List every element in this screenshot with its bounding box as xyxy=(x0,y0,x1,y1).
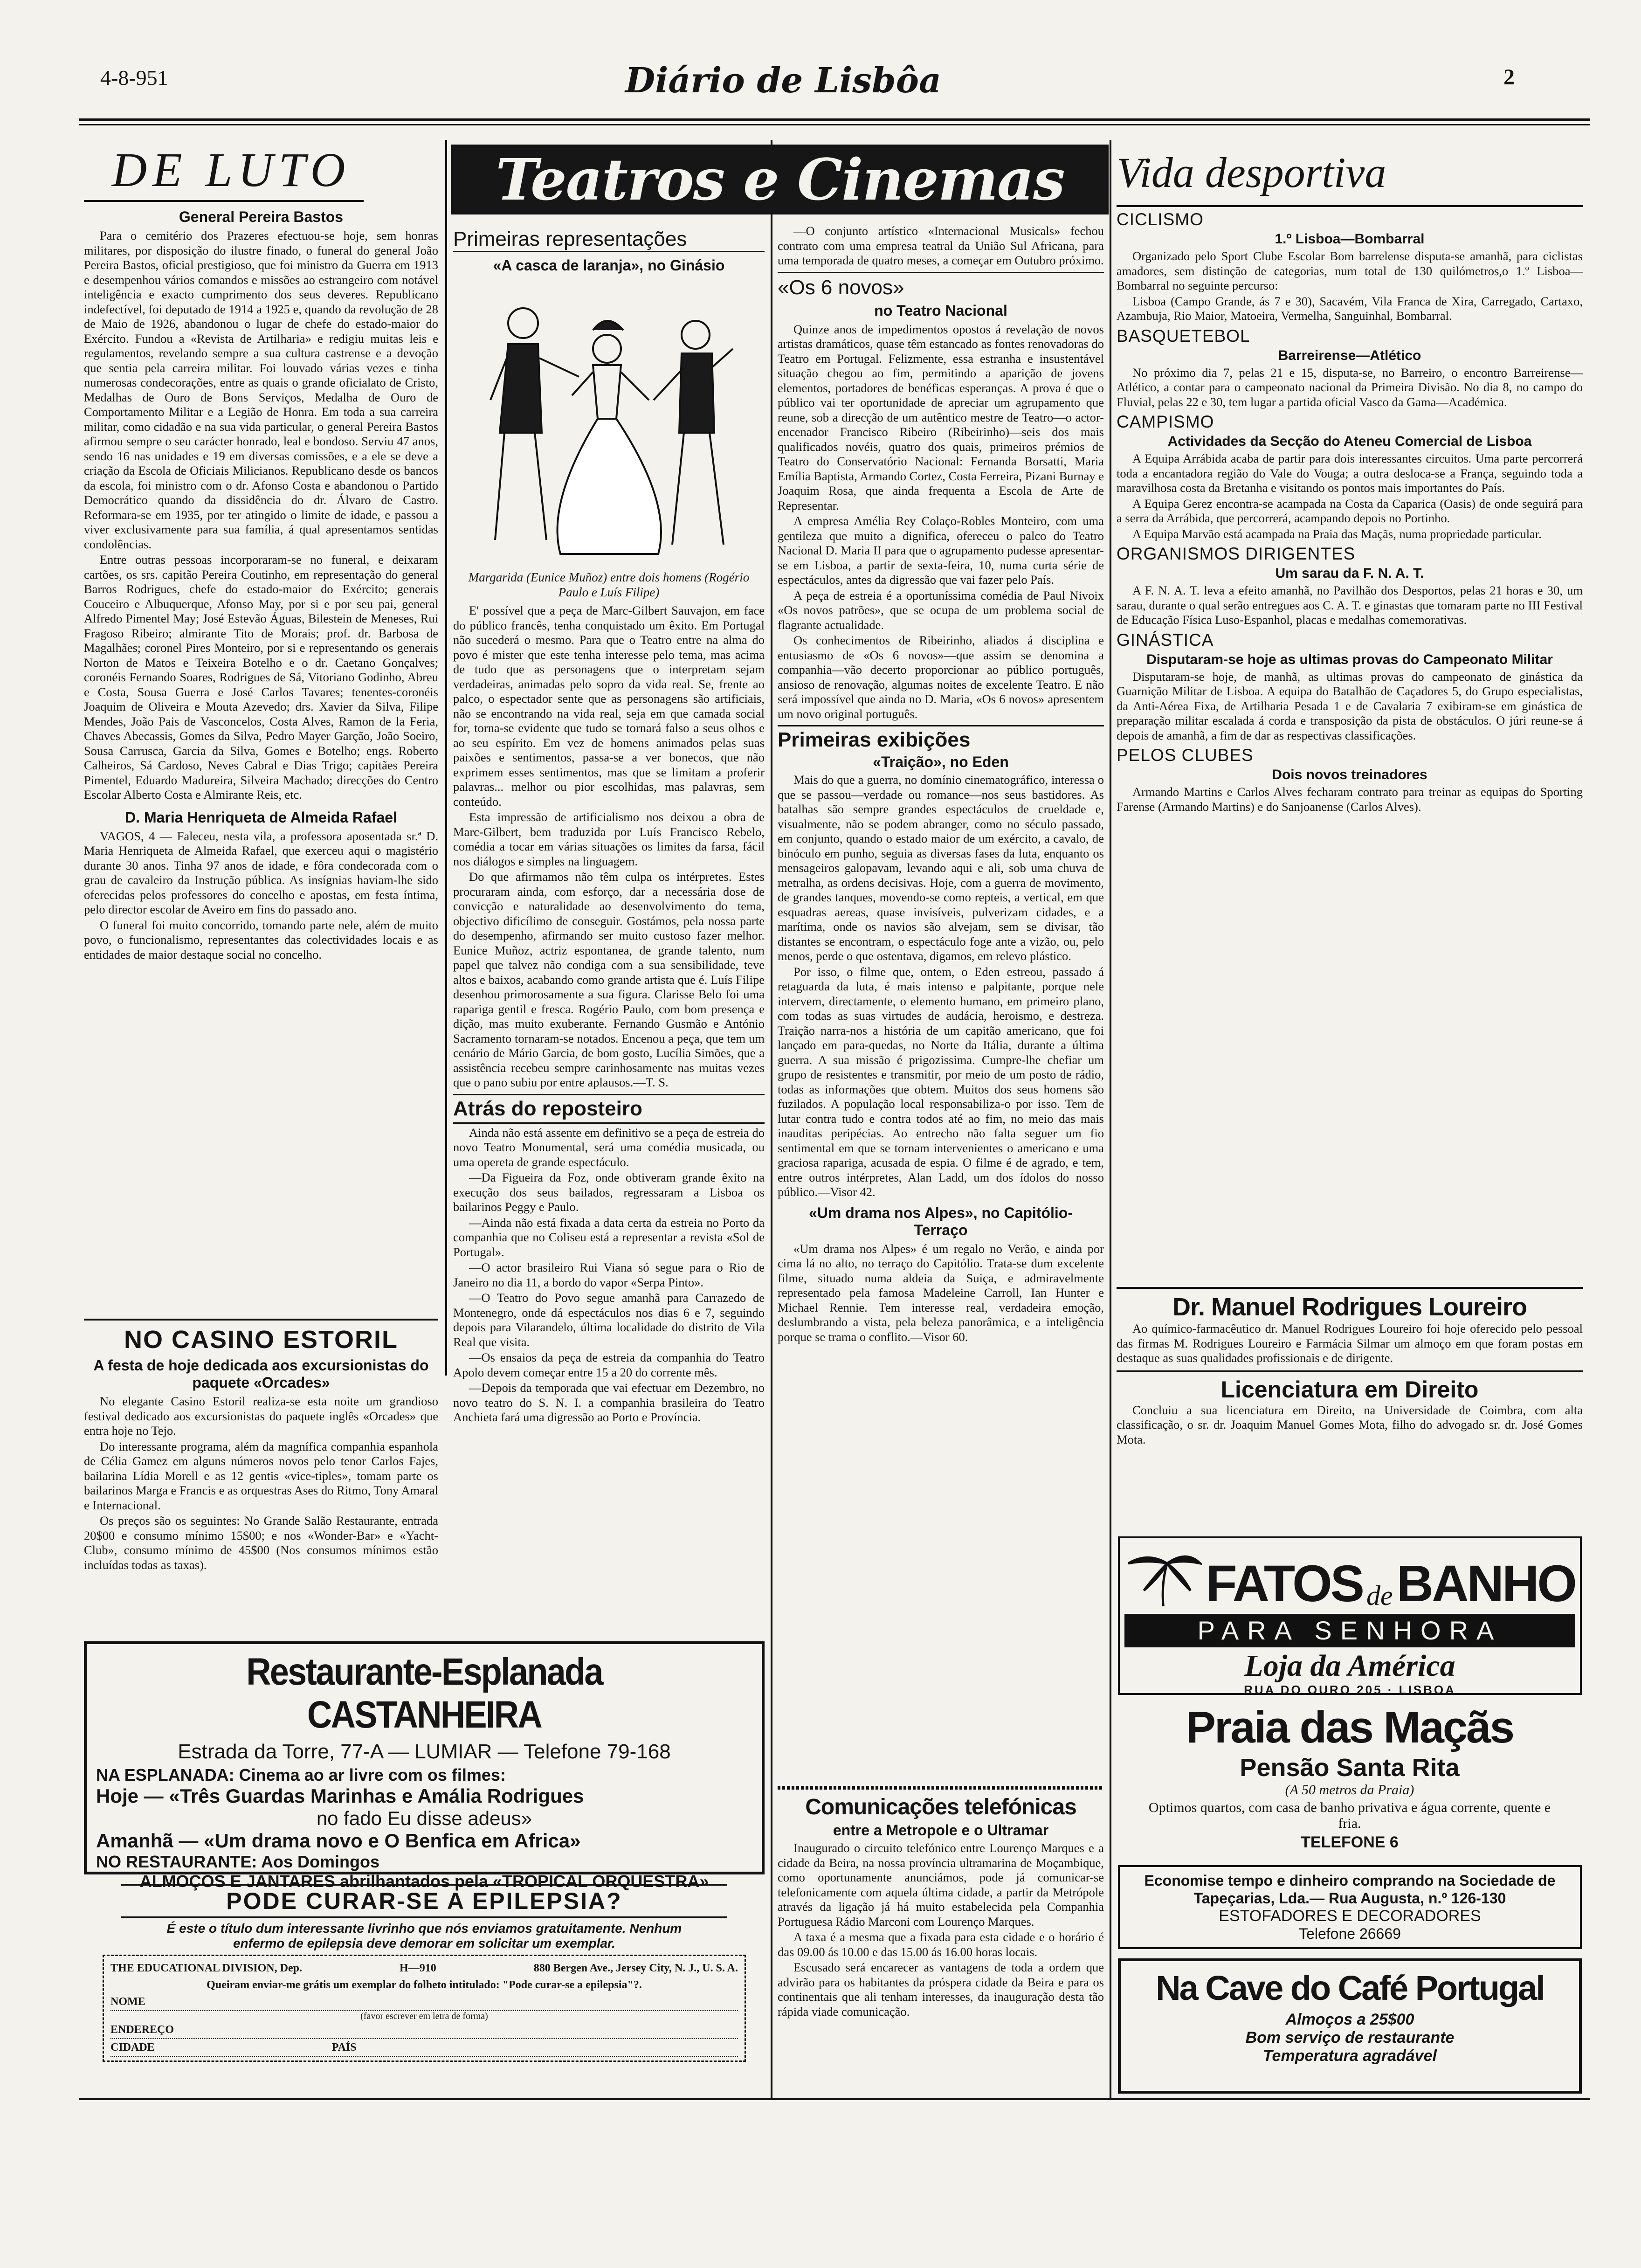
fatos-de: de xyxy=(1366,1580,1393,1611)
epilepsia-request: Queiram enviar-me grátis um exemplar do folheto intitulado: "Pode curar-se a epilepsia"?. xyxy=(207,1979,642,1991)
cave-line1: Almoços a 25$00 xyxy=(1285,2011,1414,2028)
fatos-row xyxy=(1124,1542,1575,1612)
bastidores-p5: —O Teatro do Povo segue amanhã para Carrazedo de Montenegro, onde dá espectáculos nos dias 6 e 7, seguindo depois para Vilarandelo, última localidade do distrito de Vila Real que visita. xyxy=(453,1291,765,1349)
ginastica-title: GINÁSTICA xyxy=(1117,630,1214,650)
casino-rule xyxy=(84,1319,438,1321)
ginastica-p1: Disputaram-se hoje, de manhã, as ultimas provas do campeonato de ginástica da Guarnição Militar de Lisboa. A equipa do Batalhão de Caçadores 5, do Grupo especialistas, da Anti-Aérea Fixa, de Artilharia Pesada 1 e de Cavalaria 7 exibiram-se em ginástica de preparação militar escalada á corda e transposição da pista de obstáculos. O júri reune-se á depois de amanhã, a fim de dar as respectivas classificações. xyxy=(1117,669,1583,742)
licenciatura-rule xyxy=(1117,1370,1583,1372)
alpes-title: «Um drama nos Alpes», no Capitólio-Terraço xyxy=(808,1204,1073,1238)
traicao-body xyxy=(778,773,1104,1200)
basquetebol-subtitle: Barreirense—Atlético xyxy=(1278,347,1421,363)
luto-item2-title: D. Maria Henriqueta de Almeida Rafael xyxy=(125,809,397,826)
luto-item1-p2: Entre outras pessoas incorporaram-se no funeral, e deixaram cartões, os srs. capitão Pereira Coutinho, em representação do general Barros Rodrigues, chefe do estado-maior do Exército; generais Couceiro e Albuquerque, Afonso May, por si e por seu pai, general Alfredo Pimentel May; José Estevão Águas, Bilestein de Meneses, Rui Fragoso Ribeiro; almirante Tito de Morais; prof. dr. Barbosa de Magalhães; coronel Pires Monteiro, por si e representando os generais Norton de Matos e Teixeira Botelho e o dr. Caetano Gonçalves; coronéis Fernando Soares, Rodrigues de Sá, Vitoriano Godinho, Abreu e Costa, Sousa Guerra e José Carlos Tavares; tenentes-coronéis Joaquim de Oliveira e Mouta Azevedo; drs. Xavier da Silva, Filipe Mendes, João Pais de Vasconcelos, Costa Alves, Ramon de la Feria, Chaves Abecassis, Gomes da Silva, Pedro Mayer Garção, João Soeiro, Sousa Carrusca, Garcia da Silva, Gomes e Botelho; engs. Roberto Calheiros, Sá Cardoso, Neves Cabral e Dias Trigo; capitães Pereira Pimentel, Eduardo Madureira, Silveira Machado; direcções do Centro Escolar Alberto Costa e Almirante Reis, etc. xyxy=(84,553,438,802)
clubes-subtitle: Dois novos treinadores xyxy=(1272,767,1427,782)
bastidores-p3: —Ainda não está fixada a data certa da estreia no Porto da companhia que no Coliseu está a representar a revista «Sol de Portugal». xyxy=(453,1215,765,1259)
divider-2 xyxy=(771,140,772,2098)
traicao-p2: Por isso, o filme que, ontem, o Eden estreou, passado á retaguarda da luta, é mais intenso e palpitante, porque nele intervem, directamente, o elemento humano, em primeiro plano, com todas as suas virtudes de audácia, heroismo, e destreza. Traição narra-nos a história de um capitão americano, que foi lançado em para-quedas, no Norte da Itália, durante a última guerra. A sua missão é prigozissima. Cumpre-lhe chefiar um grupo de resistentes e transmitir, por meio de um posto de rádio, todas as informações que obtem. Muitos dos seus homens são fuzilados. A população local responsabiliza-o por isso. Tem de lutar contra tudo e contra todos até ao fim, no meio das mais inauditas peripécias. Ao entrecho não falta seguer um fio sentimental em que se tornam intervenientes o americano e uma graciosa rapariga, acusada de espia. O filme é de agrado, e tem, entre outros intérpretes, Alan Ladd, um dos ídolos do nosso público.—Visor 42. xyxy=(778,964,1104,1199)
alpes-body xyxy=(778,1242,1104,1345)
palm-tree-icon xyxy=(1124,1542,1202,1612)
basquetebol-p1: No próximo dia 7, pelas 21 e 15, disputa-se, no Barreiro, o encontro Barreirense—Atlético, a contar para o campeonato nacional da Primeira Divisão. No dia 8, no campo do Fluvial, pelas 22 e 30, tem lugar a partida oficial Vasco da Gama—Académica. xyxy=(1117,365,1583,409)
castanheira-line6: ALMOÇOS E JANTARES abrilhantados pela «TROPICAL ORQUESTRA» xyxy=(139,1872,709,1891)
epilepsia-endereco: ENDEREÇO xyxy=(110,2024,174,2036)
basquetebol-body xyxy=(1117,366,1583,410)
exibicoes-subtitle: «Traição», no Eden xyxy=(873,754,1009,770)
clubes-p1: Armando Martins e Carlos Alves fecharam contrato para treinar as equipas do Sporting Farense (Armando Martins) e do Sanjoanense (Carlos Alves). xyxy=(1117,785,1583,814)
comunicacoes-subtitle: entre a Metropole e o Ultramar xyxy=(833,1822,1049,1839)
ciclismo-p2: Lisboa (Campo Grande, ás 7 e 30), Sacavém, Vila Franca de Xira, Carregado, Cartaxo, Azambuja, Rio Maior, Matoeira, Vermelha, Sanguinhal, Bombarral. xyxy=(1117,294,1583,323)
epilepsia-company: THE EDUCATIONAL DIVISION, Dep. xyxy=(110,1962,302,1974)
novos-body xyxy=(778,322,1104,722)
castanheira-ad xyxy=(84,1641,765,1891)
licenciatura-title: Licenciatura em Direito xyxy=(1220,1376,1479,1403)
licenciatura-p1: Concluiu a sua licenciatura em Direito, na Universidade de Coimbra, com alta classificação, o sr. dr. Joaquim Manuel Gomes Mota, filho do advogado sr. dr. José Gomes Mota. xyxy=(1117,1403,1583,1446)
fatos-para: PARA SENHORA xyxy=(1124,1614,1575,1647)
comunicacoes-p2: A taxa é a mesma que a fixada para esta cidade e o horário é das 09.00 ás 10.00 e das 15.00 ás 16.00 horas locais. xyxy=(778,1930,1104,1959)
ciclismo-title: CICLISMO xyxy=(1117,210,1204,229)
masthead xyxy=(0,0,1641,135)
masthead-rule-2 xyxy=(79,124,1590,125)
review-p1: E' possível que a peça de Marc-Gilbert Sauvajon, em face do público francês, tenha conquistado um êxito. Em Portugal não sucederá o mesmo. Para que o Teatro entre na alma do povo é mister que este tenha interesse pelo tema, mas acima de tudo que as personagens que o interpretam sejam verdadeiras, animadas pelo sopro da vida real. Se, frente ao palco, o espectador sente que as personagens são artificiais, não se encontrando na vida real, seja em que camada social for, torna-se evidente que tudo se tornará falso a seus olhos e ao seu espírito. Em vez de homens animados pelas suas paixões e sentimentos, passa-se a ver bonecos, que não exprimem esses sentimentos, mas que se limitam a proferir palavras... melhor ou pior escolhidas, mas palavras, sem conteúdo. xyxy=(453,603,765,809)
masthead-rule xyxy=(79,118,1590,121)
bastidores-p2: —Da Figueira da Foz, onde obtiveram grande êxito na execução dos seus bailados, regressaram a Lisboa os bailarinos Peggy e Paulo. xyxy=(453,1170,765,1214)
epilepsia-coupon[interactable] xyxy=(103,1955,746,2062)
campismo-subtitle: Actividades da Secção do Ateneu Comercial de Lisboa xyxy=(1167,434,1532,449)
castanheira-line3: no fado Eu disse adeus» xyxy=(316,1807,532,1829)
casino-title: NO CASINO ESTORIL xyxy=(124,1326,399,1354)
novos-title: «Os 6 novos» xyxy=(778,272,1104,299)
organismos-subtitle: Um sarau da F. N. A. T. xyxy=(1275,566,1424,581)
luto-item1-body xyxy=(84,228,438,802)
masthead-title: Diário de Lisbôa xyxy=(625,61,941,101)
novos-p3: A peça de estreia é a oportuníssima comédia de Paul Nivoix «Os novos patrões», que se ocupa de um problema social de flagrante actualidade. xyxy=(778,588,1104,632)
epilepsia-cidade: CIDADE xyxy=(110,2041,155,2054)
luto-item1-title: General Pereira Bastos xyxy=(179,208,344,225)
ciclismo-p1: Organizado pelo Sport Clube Escolar Bom barrelense disputa-se amanhã, para ciclistas amadores, sem distinção de categorias, num total de 130 quilómetros,o 1.º Lisboa—Bombarral no seguinte percurso: xyxy=(1117,249,1583,292)
review-body xyxy=(453,603,765,1090)
novos-p2: A empresa Amélia Rey Colaço-Robles Monteiro, com uma gentileza que muito a dignifica, ofereceu o palco do Teatro Nacional D. Maria II para que o agrupamento pudesse apresentar-se em Lisboa, a partir de sexta-feira, 10, numa curta série de espectáculos, antes da digressão que vai fazer pelo País. xyxy=(778,514,1104,587)
novos-p4: Os conhecimentos de Ribeirinho, aliados á disciplina e entusiasmo de «Os 6 novos»—que assim se denomina a companhia—vão decerto proporcionar ao público português, ansioso de renovação, algumas noites de excelente Teatro. E não será impossível que ainda no D. Maria, «Os 6 novos» apresentem um novo original português. xyxy=(778,633,1104,721)
theatre-drawing xyxy=(453,279,765,568)
casino-article xyxy=(84,1319,438,1573)
cave-line2: Bom serviço de restaurante xyxy=(1245,2029,1455,2047)
col3-top-p: —O conjunto artístico «Internacional Musicals» fechou contrato com uma empresa teatral da União Sul Africana, para uma temporada de quatro meses, a começar em Outubro próximo. xyxy=(778,224,1104,267)
epilepsia-address: 880 Bergen Ave., Jersey City, N. J., U. S. A. xyxy=(533,1962,738,1974)
traicao-p1: Mais do que a guerra, no domínio cinematográfico, interessa o que se passou—verdade ou romance—nos seus bastidores. As batalhas são sempre grandes espectáculos de crueldade e, visualmente, não se podem abranger, como no século passado, em conjunto, quando o estado maior de um exército, a cavalo, de binóculo em punho, seguia as diversas fases da luta, enquanto os mensageiros galopavam, levando aqui e ali, sob uma chuva de metralha, as ordens decisivas. Hoje, com a guerra de movimento, de grandes tanques, movendo-se como repteis, a vertical, em que esquadras aereas, quase invisíveis, pulverizam cidades, e a marítima, onde os navios são alvejam, sem se divisar, tão distantes se encontram, o espectáculo foge ante a vizão, ou, pelo menos, perde o que ostentava, digamos, em relevo plástico. xyxy=(778,773,1104,963)
casino-subtitle: A festa de hoje dedicada aos excursionistas do paquete «Orcades» xyxy=(93,1357,429,1391)
ginastica-body xyxy=(1117,670,1583,743)
fatos-title2: BANHO xyxy=(1396,1555,1575,1612)
luto-item2-body xyxy=(84,829,438,962)
luto-item1-p1: Para o cemitério dos Prazeres efectuou-se hoje, sem honras militares, por disposição do ilustre finado, o funeral do general João Pereira Bastos, oficial prestigioso, que foi ministro da Guerra em 1913 e desempenhou vários comandos e missões ao estrangeiro com notável inteligência e exacto cumprimento dos seus deveres. Republicano indefectível, foi deputado de 1914 a 1925 e, quando da revolução de 28 de Maio de 1926, abandonou o lugar de chefe do estado-maior do Exército. Fundou a «Revista de Artilharia» e redigiu muitas leis e regulamentos, revelando sempre a sua cultura castrense e a devoção que sentia pela carreira militar. Foi louvado várias vezes e tinha numerosas condecorações, entre as quais o grande oficialato de Cristo, Medalhas de Ouro de Bons Serviços, Medalha de Ouro de Comportamento Militar e a Legião de Honra. Em toda a sua carreira militar, como cidadão e na sua vida particular, o general Pereira Bastos afirmou sempre o seu carácter honrado, leal e bondoso. Serviu 47 anos, sendo 16 nas unidades e 19 em diversas comissões, e a ele se deve a criação da Escola de Oficiais Milicianos. Republicano desde os bancos da escola, foi ministro com o dr. Afonso Costa e abandonou o Partido Democrático quando da dissidência do dr. Álvaro de Castro. Reformara-se em 1935, por ter atingido o limite de idade, e passou a viver exclusivamente para sua família, á qual apresentamos sentidas condolências. xyxy=(84,228,438,551)
luto-item2-p1: VAGOS, 4 — Faleceu, nesta vila, a professora aposentada sr.ª D. Maria Henriqueta de Almeida Rafael, que exerceu aqui o magistério durante 30 anos. Tinha 97 anos de idade, e fôra condecorada com o grau de cavaleiro da Instrução pública. As insígnias haviam-lhe sido oferecidas pelos professores do concelho e apostas, em festa íntima, pelo director escolar de Aveiro em fins do passado ano. xyxy=(84,829,438,916)
campismo-p2: A Equipa Gerez encontra-se acampada na Costa da Caparica (Oasis) de onde seguirá para a serra da Arrábida, que percorrerá, acampando depois no Portinho. xyxy=(1117,496,1583,525)
comunicacoes-rule xyxy=(778,1786,1104,1790)
epilepsia-pais: PAÍS xyxy=(331,2041,357,2054)
fatos-ad xyxy=(1118,1536,1582,1695)
illustration-caption: Margarida (Eunice Muñoz) entre dois homens (Rogério Paulo e Luís Filipe) xyxy=(468,570,750,599)
casino-p1: No elegante Casino Estoril realiza-se esta noite um grandioso festival dedicado aos excursionistas do paquete inglês «Orcades» que entra hoje no Tejo. xyxy=(84,1394,438,1438)
fatos-loja: Loja da América xyxy=(1244,1649,1455,1683)
tapecarias-ad xyxy=(1118,1865,1582,1949)
col3-top-body xyxy=(778,224,1104,268)
page-number: 2 xyxy=(1503,65,1515,90)
praia-telefone: TELEFONE 6 xyxy=(1301,1833,1399,1851)
casino-body xyxy=(84,1394,438,1572)
comunicacoes-p1: Inaugurado o circuito telefónico entre Lourenço Marques e a cidade da Beira, na nossa província ultramarina de Moçambique, como oportunamente anunciámos, pode já comunicar-se telefonicamente com aquela última cidade, a partir da Metrópole através da ligação já há muito estabelecida pela Companhia Portuguesa Rádio Marconi com Lourenço Marques. xyxy=(778,1841,1104,1929)
ciclismo-body xyxy=(1117,249,1583,324)
praia-ad xyxy=(1117,1702,1583,1852)
sport-heading: Vida desportiva xyxy=(1117,140,1583,207)
teatros-col2 xyxy=(453,224,765,1426)
cave-ad xyxy=(1118,1958,1582,2094)
loureiro-body xyxy=(1117,1321,1583,1366)
epilepsia-cidade-row[interactable] xyxy=(110,2039,738,2057)
praia-text: Optimos quartos, com casa de banho privativa e água corrente, quente e fria. xyxy=(1148,1800,1551,1831)
epilepsia-endereco-row[interactable] xyxy=(110,2021,738,2039)
bastidores-p4: —O actor brasileiro Rui Viana só segue para o Rio de Janeiro no dia 11, a bordo do vapor «Serpa Pinto». xyxy=(453,1260,765,1289)
review-p2: Esta impressão de artificialismo nos deixou a obra de Marc-Gilbert, bem traduzida por Luís Francisco Rebelo, comédia a tocar em várias situações os limites da farsa, fácil nos diálogos e simples na linguagem. xyxy=(453,810,765,868)
luto-column xyxy=(84,142,438,963)
loureiro-rule xyxy=(1117,1287,1583,1289)
ginastica-subtitle: Disputaram-se hoje as ultimas provas do Campeonato Militar xyxy=(1146,651,1553,667)
bastidores-p6: —Os ensaios da peça de estreia da companhia do Teatro Apolo devem começar entre 15 a 20 do corrente mês. xyxy=(453,1350,765,1379)
castanheira-address: Estrada da Torre, 77-A — LUMIAR — Telefone 79-168 xyxy=(178,1740,671,1763)
teatros-sec1-sub: «A casca de laranja», no Ginásio xyxy=(493,257,725,274)
casino-p3: Os preços são os seguintes: No Grande Salão Restaurante, entrada 20$00 e consumo mínimo 15$00; e nos «Wonder-Bar» e «Yacht-Club», consumo mínimo de 45$00 (Nos consumos mínimos estão incluídas todas as taxas). xyxy=(84,1514,438,1572)
epilepsia-nome: NOME xyxy=(110,1996,145,2008)
novos-subtitle: no Teatro Nacional xyxy=(874,302,1007,319)
teatros-sec1-title: Primeiras representações xyxy=(453,228,765,252)
castanheira-title: Restaurante-Esplanada CASTANHEIRA xyxy=(246,1651,602,1736)
comunicacoes-title: Comunicações telefónicas xyxy=(805,1795,1076,1819)
castanheira-line1: NA ESPLANADA: Cinema ao ar livre com os filmes: xyxy=(96,1765,506,1784)
comunicacoes-article xyxy=(778,1786,1104,2020)
teatros-sec2-title: Atrás do reposteiro xyxy=(453,1094,765,1124)
loureiro-article xyxy=(1117,1287,1583,1448)
epilepsia-text: É este o título dum interessante livrinho que nós enviamos gratuitamente. Nenhum enfermo de epilepsia deve demorar em solicitar um exemplar. xyxy=(166,1921,682,1950)
theatre-illustration xyxy=(453,279,765,568)
basquetebol-title: BASQUETEBOL xyxy=(1117,326,1250,346)
bastidores-body xyxy=(453,1126,765,1425)
teatros-banner xyxy=(451,145,1109,214)
castanheira-line5: NO RESTAURANTE: Aos Domingos xyxy=(96,1852,379,1871)
castanheira-line2: Hoje — «Três Guardas Marinhas e Amália Rodrigues xyxy=(96,1785,584,1807)
review-p3: Do que afirmamos não têm culpa os intérpretes. Estes procuraram ainda, com esforço, dar a necessária dose de convicção e naturalidade ao desenvolvimento do tema, objectivo dificílimo de conseguir. Gostámos, pela nossa parte do desempenho, afirmando ser muito custoso fazer melhor. Eunice Muñoz, actriz espontanea, de grande talento, num papel que talvez não condiga com a sua sensibilidade, teve altos e baixos, acabando como grande artista que é. Luís Filipe desenhou primorosamente a sua figura. Clarisse Belo foi uma rapariga gentil e fresca. Rogério Paulo, com bom presença e dição, mas muito exuberante. Fernando Gusmão e António Sacramento tornaram-se notados. Encenou a peça, que tem um cenário de Mário Garcia, de bom gosto, Lucília Simões, que a assistência recebeu sempre carinhosamente nas muitas vezes que o pano subiu por entre aplausos.—T. S. xyxy=(453,870,765,1089)
clubes-title: PELOS CLUBES xyxy=(1117,746,1254,765)
praia-subtitle: Pensão Santa Rita xyxy=(1240,1754,1460,1782)
bastidores-p1: Ainda não está assente em definitivo se a peça de estreia do novo Teatro Monumental, será uma comédia musicada, ou uma opereta de grande espectáculo. xyxy=(453,1125,765,1169)
epilepsia-note: (favor escrever em letra de forma) xyxy=(360,2011,488,2021)
teatros-col3 xyxy=(778,224,1104,1345)
tapecarias-text: Economise tempo e dinheiro comprando na Sociedade de Tapeçarias, Lda.— Rua Augusta, n.º 126-130 xyxy=(1144,1872,1556,1907)
licenciatura-body xyxy=(1117,1403,1583,1447)
epilepsia-company-row xyxy=(110,1960,738,1977)
praia-title: Praia das Maçãs xyxy=(1186,1702,1514,1752)
divider-1 xyxy=(445,140,447,1376)
epilepsia-nome-row[interactable] xyxy=(110,1993,738,2011)
divider-3 xyxy=(1110,140,1111,2098)
loureiro-p1: Ao químico-farmacêutico dr. Manuel Rodrigues Loureiro foi hoje oferecido pelo pessoal das firmas M. Rodrigues Loureiro e Farmácia Silmar um almoço em que foram postas em destaque as suas qualidades profissionais e de dirigente. xyxy=(1117,1321,1583,1365)
alpes-p1: «Um drama nos Alpes» é um regalo no Verão, e ainda por cima lá no alto, no terraço do Capitólio. Trata-se dum excelente filme, situado numa aldeia da Suiça, e admiravelmente representado pela famosa Madeleine Carroll, Ian Hunter e Michael Rennie. Tem interesse real, verdadeira emoção, deslumbrando a vista, pela beleza panorâmica, e a inteligência porque se trama o conflito.—Visor 60. xyxy=(778,1241,1104,1344)
campismo-p3: A Equipa Marvão está acampada na Praia das Maçãs, numa propriedade particular. xyxy=(1132,526,1542,541)
luto-item2-p2: O funeral foi muito concorrido, tomando parte nele, além de muito povo, o funcionalismo, representantes das colectividades locais e as entidades de maior destaque social no concelho. xyxy=(84,918,438,961)
epilepsia-dep: H—910 xyxy=(400,1962,436,1974)
luto-heading: DE LUTO xyxy=(84,142,364,202)
cave-line3: Temperatura agradável xyxy=(1263,2047,1437,2065)
masthead-date: 4-8-951 xyxy=(100,66,168,90)
bastidores-p7: —Depois da temporada que vai efectuar em Dezembro, no novo teatro do S. N. I. a companhia brasileira do Teatro Anchieta fará uma digressão ao Porto e Província. xyxy=(453,1381,765,1424)
epilepsia-ad xyxy=(84,1884,765,2089)
campismo-title: CAMPISMO xyxy=(1117,412,1214,431)
cave-title: Na Cave do Café Portugal xyxy=(1156,1969,1544,2007)
tapecarias-telefone: Telefone 26669 xyxy=(1299,1925,1401,1942)
organismos-p1: A F. N. A. T. leva a efeito amanhã, no Pavilhão dos Desportos, pelas 21 horas e 30, um sarau, durante o qual serão entregues aos C. A. T. e ginastas que tomaram parte no III Festival de Educação Física Luso-Espanhol, placas e medalhas comemorativas. xyxy=(1117,583,1583,627)
campismo-p1: A Equipa Arrábida acaba de partir para dois interessantes circuitos. Uma parte percorrerá toda a encantadora região do Vale do Vouga; a outra desloca-se a França, seguindo toda a maravilhosa costa da Bretanha e visitando os pontos mais importantes do País. xyxy=(1117,451,1583,495)
clubes-body xyxy=(1117,785,1583,814)
loureiro-title: Dr. Manuel Rodrigues Loureiro xyxy=(1172,1293,1527,1321)
comunicacoes-p3: Escusado será encarecer as vantagens de toda a ordem que advirão para os habitantes da próspera cidade da Beira e para os continentais que ali tenham interesses, da inauguração desta tão rápida viade comunicação. xyxy=(778,1960,1104,2019)
exibicoes-title: Primeiras exibições xyxy=(778,725,1104,752)
ciclismo-subtitle: 1.º Lisboa—Bombarral xyxy=(1275,231,1425,247)
castanheira-line4: Amanhã — «Um drama novo e O Benfica em Africa» xyxy=(96,1830,581,1852)
casino-p2: Do interessante programa, além da magnífica companhia espanhola de Célia Gamez em alguns números novos pelo tenor Carlos Fajes, bailarina Lídia Morell e as 12 gentis «vice-tiples», tomam parte os bailarinos Marga e Francis e as orquestras Ases do Ritmo, Tony Amaral e Internacional. xyxy=(84,1439,438,1512)
teatros-banner-text: Teatros e Cinemas xyxy=(496,146,1064,213)
comunicacoes-body xyxy=(778,1841,1104,2019)
praia-distance: (A 50 metros da Praia) xyxy=(1285,1782,1414,1798)
organismos-title: ORGANISMOS DIRIGENTES xyxy=(1117,544,1356,563)
fatos-address: RUA DO OURO 205 · LISBOA xyxy=(1244,1683,1456,1697)
fatos-title1: FATOS xyxy=(1206,1555,1363,1612)
organismos-body xyxy=(1117,583,1583,628)
page-bottom-rule xyxy=(79,2098,1590,2100)
tapecarias-line2: ESTOFADORES E DECORADORES xyxy=(1219,1907,1481,1925)
novos-p1: Quinze anos de impedimentos opostos á revelação de novos artistas dramáticos, quase têm estancado as fontes renovadoras do Teatro em Portugal. Felizmente, essa estranha e insustentável situação chegou ao fim, permitindo a aparição de jovens elementos, portadores de benéficas esperanças. A prova é que o público vai ter oportunidade de apreciar um agrupamento que reune, sob a direcção de um autêntico mestre de Teatro—o actor-encenador Francisco Ribeiro (Ribeirinho)—seis dos mais qualificados novéis, quatro dos quais, primeiros prémios de Teatro do Conservatório Nacional: Fernanda Borsatti, Maria Emília Baptista, Armando Cortez, Costa Ferreira, Pizani Burnay e Joaquim Rosa, que ainda frequenta a Escola de Arte de Representar. xyxy=(778,322,1104,512)
epilepsia-title: PODE CURAR-SE A EPILEPSIA? xyxy=(121,1884,727,1918)
sport-column xyxy=(1117,140,1583,815)
campismo-body xyxy=(1117,451,1583,541)
